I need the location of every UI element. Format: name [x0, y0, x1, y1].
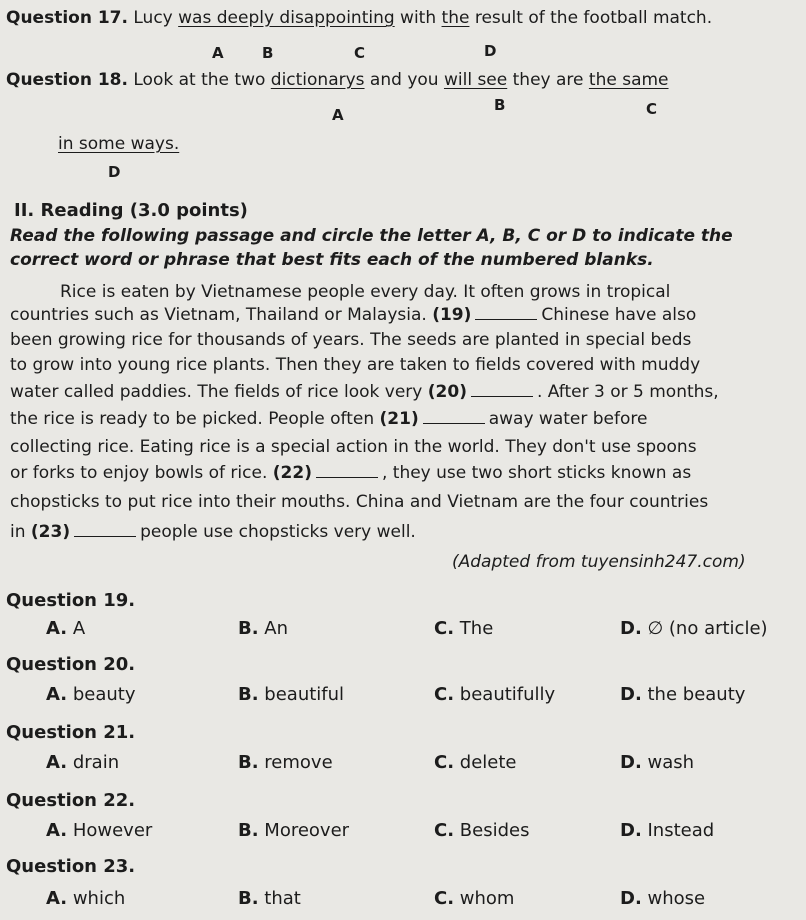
q17-letter-a: A [212, 44, 224, 62]
q17-letter-b: B [262, 44, 274, 62]
blank-20-label: (20) [427, 382, 467, 402]
q21-option-c[interactable]: C. delete [434, 752, 517, 773]
instruction-line-2: correct word or phrase that best fits each of the numbered blanks. [10, 250, 654, 270]
q18-letter-c: C [646, 100, 658, 118]
blank-23 [74, 535, 136, 537]
passage-line-9: chopsticks to put rice into their mouths. China and Vietnam are the four countries [10, 492, 709, 512]
q22-option-a[interactable]: A. However [46, 820, 153, 841]
question-23-label: Question 23. [6, 856, 136, 877]
question-17-label: Question 17. [6, 8, 128, 28]
q23-option-b[interactable]: B. that [238, 888, 301, 909]
blank-19-label: (19) [432, 305, 472, 325]
question-21-label: Question 21. [6, 722, 136, 743]
q18-letter-b: B [494, 96, 506, 114]
q19-option-d[interactable]: D. ∅ (no article) [620, 618, 768, 639]
blank-21 [423, 422, 485, 424]
question-18-text: Question 18. Look at the two dictionarys and you will see they are the same [6, 70, 669, 90]
passage-line-7: collecting rice. Eating rice is a special action in the world. They don't use spoons [10, 437, 697, 457]
q18-letter-d: D [108, 163, 121, 181]
question-17-text: Question 17. Lucy was deeply disappointing with the result of the football match. [6, 8, 713, 28]
question-22-label: Question 22. [6, 790, 136, 811]
q19-option-a[interactable]: A. A [46, 618, 86, 639]
passage-source: (Adapted from tuyensinh247.com) [452, 552, 746, 572]
q17-letter-d: D [484, 42, 497, 60]
question-19-label: Question 19. [6, 590, 136, 611]
q18-letter-a: A [332, 106, 344, 124]
q20-option-d[interactable]: D. the beauty [620, 684, 746, 705]
instruction-line-1: Read the following passage and circle the letter A, B, C or D to indicate the [10, 226, 733, 246]
q20-option-a[interactable]: A. beauty [46, 684, 136, 705]
q22-option-b[interactable]: B. Moreover [238, 820, 350, 841]
passage-line-8: or forks to enjoy bowls of rice. (22) , they use two short sticks known as [10, 463, 692, 483]
blank-22 [316, 476, 378, 478]
q19-option-b[interactable]: B. An [238, 618, 289, 639]
q22-option-d[interactable]: D. Instead [620, 820, 715, 841]
blank-23-label: (23) [30, 522, 71, 542]
section-title: II. Reading (3.0 points) [14, 200, 248, 221]
passage-line-5: water called paddies. The fields of rice look very (20) . After 3 or 5 months, [10, 382, 719, 402]
q23-option-a[interactable]: A. which [46, 888, 126, 909]
q22-option-c[interactable]: C. Besides [434, 820, 530, 841]
q23-option-d[interactable]: D. whose [620, 888, 706, 909]
q18-continuation: in some ways. [58, 134, 180, 154]
q21-option-a[interactable]: A. drain [46, 752, 120, 773]
blank-22-label: (22) [272, 463, 312, 483]
passage-line-6: the rice is ready to be picked. People often (21) away water before [10, 409, 648, 429]
question-20-label: Question 20. [6, 654, 136, 675]
q17-letter-c: C [354, 44, 366, 62]
blank-19 [475, 318, 537, 320]
q20-option-b[interactable]: B. beautiful [238, 684, 345, 705]
passage-line-4: to grow into young rice plants. Then they are taken to fields covered with muddy [10, 355, 701, 375]
q21-option-b[interactable]: B. remove [238, 752, 333, 773]
blank-20 [471, 395, 533, 397]
q20-option-c[interactable]: C. beautifully [434, 684, 556, 705]
blank-21-label: (21) [379, 409, 419, 429]
passage-line-10: in (23) people use chopsticks very well. [10, 522, 416, 542]
q19-option-c[interactable]: C. The [434, 618, 494, 639]
question-18-label: Question 18. [6, 70, 128, 90]
q23-option-c[interactable]: C. whom [434, 888, 515, 909]
passage-line-3: been growing rice for thousands of years. The seeds are planted in special beds [10, 330, 692, 350]
passage-line-2: countries such as Vietnam, Thailand or Malaysia. (19) Chinese have also [10, 305, 697, 325]
q21-option-d[interactable]: D. wash [620, 752, 695, 773]
passage-line-1: Rice is eaten by Vietnamese people every day. It often grows in tropical [60, 282, 671, 302]
